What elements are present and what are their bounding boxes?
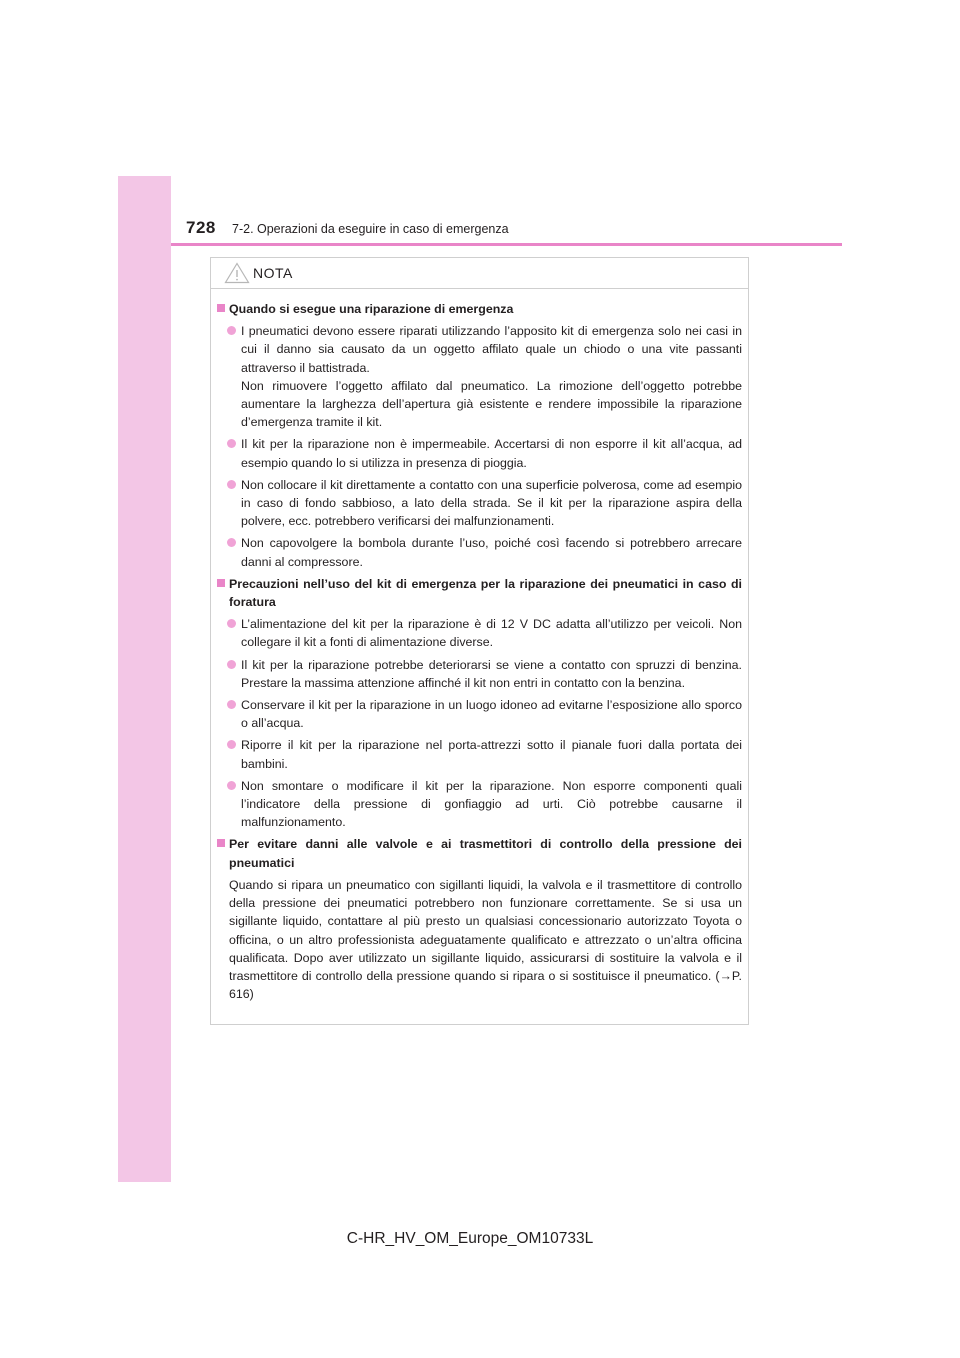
page-number: 728 — [186, 218, 216, 237]
list-item — [217, 435, 742, 471]
circle-bullet-icon — [227, 700, 236, 709]
section-heading — [217, 300, 742, 318]
circle-bullet-icon — [227, 538, 236, 547]
circle-bullet-icon — [227, 660, 236, 669]
list-item — [217, 736, 742, 772]
list-item — [217, 615, 742, 651]
circle-bullet-icon — [227, 480, 236, 489]
note-section — [217, 835, 742, 1003]
circle-bullet-icon — [227, 781, 236, 790]
circle-bullet-icon — [227, 326, 236, 335]
circle-bullet-icon — [227, 439, 236, 448]
square-bullet-icon — [217, 839, 225, 847]
square-bullet-icon — [217, 304, 225, 312]
circle-bullet-icon — [227, 619, 236, 628]
header-rule — [171, 243, 842, 246]
list-item — [217, 534, 742, 570]
list-item — [217, 476, 742, 531]
warning-triangle-icon — [224, 262, 250, 284]
list-item-text: Non collocare il kit direttamente a contatto con una superficie polverosa, come ad esempio in caso di fondo sabbioso, a lato della strada. Se il kit per la riparazione aspira della polvere, ecc. potrebbero verificarsi dei malfunzionamenti. — [241, 477, 742, 529]
list-item-text: Conservare il kit per la riparazione in un luogo idoneo ad evitarne l’esposizione allo sporco o all’acqua. — [241, 698, 742, 731]
list-item-text: I pneumatici devono essere riparati utilizzando l’apposito kit di emergenza solo nei casi in cui il danno sia causato da un oggetto affilato quale un chiodo o una vite passanti attraverso il battistrada. Non rimuovere l’oggetto affilato dal pneumatico. La rimozione dell’oggetto potrebbe aumentare la larghezza dell’apertura già esistente e rendere impossibile la riparazione d’emergenza tramite il kit. — [241, 324, 742, 430]
section-paragraph: Quando si ripara un pneumatico con sigillanti liquidi, la valvola e il trasmettitore di controllo della pressione dei pneumatici potrebbero non funzionare correttamente. Se si usa un sigillante liquido, contattare al più presto un qualsiasi concessionario autorizzato Toyota o officina, o un altro professionista adeguatamente qualificato e attrezzato o un’altra officina qualificata. Dopo aver utilizzato un sigillante liquido, assicurarsi di sostituire la valvola e il trasmettitore di controllo della pressione quando si ripara o si sostituisce il pneumatico. (→P. 616) — [229, 877, 742, 1002]
document-code: C-HR_HV_OM_Europe_OM10733L — [346, 1230, 594, 1247]
list-item-text: Il kit per la riparazione non è impermeabile. Accertarsi di non esporre il kit all’acqua, ad esempio quando lo si utilizza in presenza di pioggia. — [241, 437, 742, 470]
list-item-text: Il kit per la riparazione potrebbe deteriorarsi se viene a contatto con spruzzi di benzina. Prestare la massima attenzione affinché il kit non entri in contatto con la benzina. — [241, 657, 742, 690]
note-body — [217, 300, 742, 1007]
list-item-text: Non smontare o modificare il kit per la riparazione. Non esporre componenti quali l’indicatore della pressione di gonfiaggio ad urti. Ciò potrebbe causarne il malfunzionamento. — [241, 778, 742, 830]
list-item-text: L’alimentazione del kit per la riparazione è di 12 V DC adatta all’utilizzo per veicoli. Non collegare il kit a fonti di alimentazione diverse. — [241, 617, 742, 650]
list-item — [217, 322, 742, 431]
list-item — [217, 696, 742, 732]
section-title: 7-2. Operazioni da eseguire in caso di emergenza — [232, 222, 509, 236]
square-bullet-icon — [217, 579, 225, 587]
section-heading-text: Per evitare danni alle valvole e ai trasmettitori di controllo della pressione dei pneumatici — [229, 837, 742, 870]
section-heading — [217, 575, 742, 611]
list-item — [217, 656, 742, 692]
section-heading — [217, 835, 742, 871]
note-label: NOTA — [253, 265, 293, 281]
list-item-text: Non capovolgere la bombola durante l’uso, poiché così facendo si potrebbero arrecare danni al compressore. — [241, 536, 742, 569]
note-header — [211, 258, 748, 289]
list-item-text: Riporre il kit per la riparazione nel porta-attrezzi sotto il pianale fuori dalla portata dei bambini. — [241, 738, 742, 771]
note-section — [217, 300, 742, 571]
side-tab-band — [118, 176, 171, 1182]
note-box — [210, 257, 749, 1025]
list-item — [217, 777, 742, 832]
section-heading-text: Precauzioni nell’uso del kit di emergenza per la riparazione dei pneumatici in caso di foratura — [229, 576, 742, 610]
circle-bullet-icon — [227, 740, 236, 749]
section-heading-text: Quando si esegue una riparazione di emergenza — [229, 302, 514, 316]
note-section — [217, 575, 742, 832]
